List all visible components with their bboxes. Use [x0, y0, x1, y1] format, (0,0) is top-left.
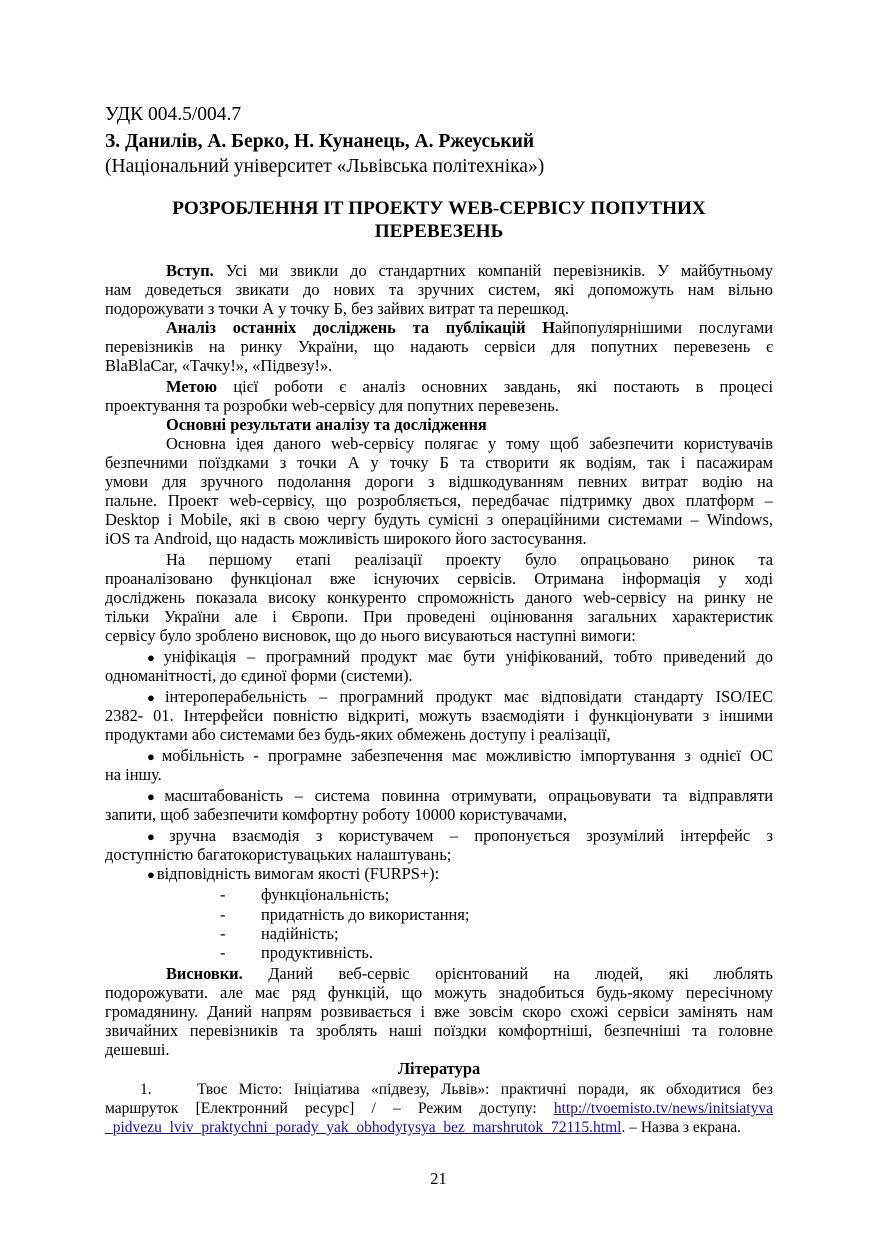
req-interop-line-1: ● інтероперабельність – програмний продукт має відповідати стандарту ISO/IEC — [147, 687, 773, 706]
req-mobility-line-2: на іншу. — [105, 765, 162, 784]
intro-line-2: нам доведеться звикати до нових та зручних систем, які допоможуть нам вільно — [105, 280, 773, 299]
analysis-line-1: Аналіз останніх досліджень та публікацій Найпопулярнішими послугами — [166, 318, 773, 337]
paper-title-line-1: РОЗРОБЛЕННЯ ІТ ПРОЕКТУ WEB-СЕРВІСУ ПОПУТНИХ — [172, 198, 706, 219]
req-scalability-line-1: ● масштабованість – система повинна отримувати, опрацьовувати та відправляти — [147, 786, 773, 805]
quality-item-performance: - продуктивність. — [220, 943, 373, 962]
reference-1-number: 1. — [140, 1081, 152, 1098]
dash-icon: - — [220, 924, 226, 943]
results-p2-line-1: На першому етапі реалізації проекту було опрацьовано ринок та — [166, 550, 773, 569]
quality-item-usability: - придатність до використання; — [220, 905, 470, 924]
req-unification-line-2: одноманітності, до єдиної форми (системи). — [105, 666, 413, 685]
results-heading: Основні результати аналізу та дослідження — [166, 415, 487, 434]
dash-icon: - — [220, 943, 226, 962]
intro-line-1: Вступ. Усі ми звикли до стандартних компаній перевізників. У майбутньому — [166, 261, 773, 280]
results-p1-line-6: iOS та Android, що надасть можливість широкого його застосування. — [105, 529, 587, 548]
results-p1-line-4: пальне. Проект web-сервісу, що розробляється, передбачає підтримку двох платформ – — [105, 491, 773, 510]
affiliation: (Національний університет «Львівська політехніка») — [105, 156, 545, 177]
conclusions-line-3: громадянину. Даний напрям розвивається і вже зовсім скоро схожі сервіси замінять нам — [105, 1002, 773, 1021]
reference-1-link-part-1[interactable]: http://tvoemisto.tv/news/initsiatyva — [553, 1100, 773, 1117]
analysis-line-2: перевізників на ринку України, що надають сервіси для попутних перевезень є — [105, 337, 773, 356]
results-p2-line-5: сервісу було зроблено висновок, що до нього висуваються наступні вимоги: — [105, 626, 636, 645]
req-usability-line-1: ● зручна взаємодія з користувачем – пропонується зрозумілий інтерфейс з — [147, 826, 773, 845]
bullet-icon: ● — [147, 690, 163, 705]
results-p1-line-5: Desktop і Mobile, які в свою чергу будуть сумісні з операційними системами – Windows, — [105, 510, 773, 529]
bullet-icon: ● — [147, 650, 162, 665]
bullet-icon: ● — [147, 789, 163, 804]
analysis-line-3: BlaBlaCar, «Тачку!», «Підвезу!». — [105, 356, 333, 375]
authors: З. Данилів, А. Берко, Н. Кунанець, А. Ржеуський — [105, 131, 535, 152]
goal-label: Метою — [166, 377, 218, 396]
req-usability-line-2: доступністю багатокористувацьких налаштувань; — [105, 845, 452, 864]
reference-1-link-part-2[interactable]: _pidvezu_lviv_praktychni_porady_yak_obhodytysya_bez_marshrutok_72115.html — [105, 1119, 622, 1136]
results-p2-line-3: досліджень показала високу конкуренто спроможність даного web-сервісу на ринку не — [105, 588, 773, 607]
udk-code: УДК 004.5/004.7 — [105, 104, 242, 125]
conclusions-line-5: дешевші. — [105, 1040, 170, 1059]
req-quality-line: ● відповідність вимогам якості (FURPS+): — [147, 864, 440, 883]
goal-line-2: проектування та розробки web-сервісу для попутних перевезень. — [105, 396, 559, 415]
conclusions-line-1: Висновки. Даний веб-сервіс орієнтований на людей, які люблять — [166, 964, 773, 983]
req-interop-line-2: 2382- 01. Інтерфейси повністю відкриті, можуть взаємодіяти і функціонувати з іншими — [105, 706, 773, 725]
results-p1-line-1: Основна ідея даного web-сервісу полягає у тому щоб забезпечити користувачів — [166, 434, 773, 453]
conclusions-label: Висновки. — [166, 964, 243, 983]
reference-1-line-3: _pidvezu_lviv_praktychni_porady_yak_obhodytysya_bez_marshrutok_72115.html. – Назва з екрана. — [105, 1119, 741, 1136]
dash-icon: - — [220, 905, 226, 924]
quality-item-functionality: - функціональність; — [220, 885, 390, 904]
results-p1-line-2: безпечними поїздками з точки А у точку Б та створити як водіям, так і пасажирам — [105, 453, 773, 472]
references-heading: Література — [397, 1059, 481, 1078]
bullet-icon: ● — [147, 749, 160, 764]
bullet-icon: ● — [147, 829, 168, 844]
req-interop-line-3: продуктами або системами без будь-яких обмежень доступу і реалізації, — [105, 725, 611, 744]
goal-line-1: Метою цієї роботи є аналіз основних завдань, які постають в процесі — [166, 377, 773, 396]
results-p1-line-3: умови для зручного подолання дороги з відшкодуванням певних витрат водію на — [105, 472, 773, 491]
paper-title-line-2: ПЕРЕВЕЗЕНЬ — [374, 221, 504, 242]
quality-item-reliability: - надійність; — [220, 924, 339, 943]
analysis-label: Аналіз останніх досліджень та публікацій Н — [166, 318, 556, 337]
reference-1-line-1: 1. Твоє Місто: Ініціатива «підвезу, Львів»: практичні поради, як обходитися без — [140, 1081, 774, 1098]
reference-1-line-2: маршруток [Електронний ресурс] / – Режим доступу: http://tvoemisto.tv/news/initsiatyva — [105, 1100, 773, 1117]
conclusions-line-2: подорожувати. але має ряд функцій, що можуть знадобиться будь-якому пересічному — [105, 983, 773, 1002]
intro-label: Вступ. — [166, 261, 214, 280]
req-scalability-line-2: запити, щоб забезпечити комфортну роботу 10000 користувачами, — [105, 805, 568, 824]
page-number: 21 — [430, 1169, 447, 1188]
conclusions-line-4: звичайних перевізників та зроблять наші поїздки комфортніші, безпечніші та головне — [105, 1021, 773, 1040]
dash-icon: - — [220, 885, 226, 904]
req-mobility-line-1: ● мобільність - програмне забезпечення має можливістю імпортування з однієї ОС — [147, 746, 773, 765]
intro-line-3: подорожувати з точки А у точку Б, без зайвих витрат та перешкод. — [105, 299, 569, 318]
results-p2-line-4: тільки України але і Європи. При проведені оцінювання загальних характеристик — [105, 607, 773, 626]
req-unification-line-1: ● уніфікація – програмний продукт має бути уніфікований, тобто приведений до — [147, 647, 773, 666]
results-p2-line-2: проаналізовано функціонал вже існуючих сервісів. Отримана інформація у ході — [105, 569, 773, 588]
bullet-icon: ● — [147, 867, 155, 882]
